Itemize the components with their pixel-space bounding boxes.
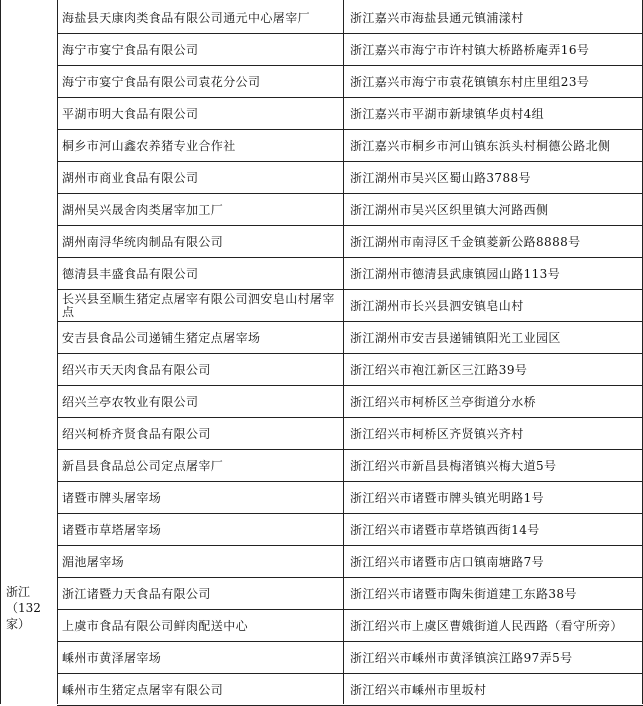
address-cell: 浙江绍兴市新昌县梅渚镇兴梅大道5号: [350, 458, 557, 473]
table-row: [57, 194, 643, 226]
address-cell: 浙江湖州市德清县武康镇园山路113号: [350, 266, 561, 281]
address-cell: 浙江湖州市吴兴区织里镇大河路西侧: [350, 202, 549, 217]
address-cell: 浙江嘉兴市海宁市许村镇大桥路桥庵弄16号: [350, 42, 590, 57]
company-name-cell: 浙江诸暨力天食品有限公司: [62, 586, 211, 601]
table-row: [57, 642, 643, 674]
table-row: [57, 66, 643, 98]
province-name: 浙江: [6, 585, 31, 599]
company-name-cell: 海宁市宴宁食品有限公司袁花分公司: [62, 74, 261, 89]
table-row: [57, 2, 643, 34]
table-row: [57, 226, 643, 258]
company-name-cell: 海盐县天康肉类食品有限公司通元中心屠宰厂: [62, 10, 311, 25]
table-row: [57, 674, 643, 706]
province-count-unit: 家）: [6, 617, 31, 631]
address-cell: 浙江湖州市南浔区千金镇菱新公路8888号: [350, 234, 581, 249]
company-name-cell: 绍兴兰亭农牧业有限公司: [62, 394, 199, 409]
address-cell: 浙江绍兴市诸暨市牌头镇光明路1号: [350, 490, 545, 505]
address-cell: 浙江绍兴市诸暨市陶朱街道建工东路38号: [350, 586, 577, 601]
province-cell: [0, 560, 57, 656]
table-row: [57, 98, 643, 130]
table-row: [57, 578, 643, 610]
company-name-cell: 绍兴市天天肉食品有限公司: [62, 362, 211, 377]
table-row: [57, 258, 643, 290]
company-name-cell: 安吉县食品公司递铺生猪定点屠宰场: [62, 330, 261, 345]
address-cell: 浙江绍兴市上虞区曹娥街道人民西路（看守所旁）: [350, 618, 623, 633]
company-name-cell: 德清县丰盛食品有限公司: [62, 266, 199, 281]
company-name-cell: 诸暨市草塔屠宰场: [62, 522, 162, 537]
table-row: [57, 546, 643, 578]
company-name-cell: 桐乡市河山鑫农养猪专业合作社: [62, 138, 236, 153]
table-row: [57, 386, 643, 418]
address-cell: 浙江嘉兴市平湖市新埭镇华贞村4组: [350, 106, 545, 121]
company-name-cell: 新昌县食品总公司定点屠宰厂: [62, 458, 224, 473]
address-cell: 浙江绍兴市嵊州市里坂村: [350, 682, 487, 697]
company-name-cell: 湖州市商业食品有限公司: [62, 170, 199, 185]
table-row: [57, 354, 643, 386]
table-row: [57, 610, 643, 642]
table-row: [57, 514, 643, 546]
table-row: [57, 418, 643, 450]
address-cell: 浙江绍兴市柯桥区齐贤镇兴齐村: [350, 426, 524, 441]
company-name-cell: 诸暨市牌头屠宰场: [62, 490, 162, 505]
company-name-cell: 海宁市宴宁食品有限公司: [62, 42, 199, 57]
address-cell: 浙江绍兴市袍江新区三江路39号: [350, 362, 528, 377]
address-cell: 浙江湖州市吴兴区蜀山路3788号: [350, 170, 531, 185]
company-name-cell: 嵊州市生猪定点屠宰有限公司: [62, 682, 224, 697]
table-row: [57, 130, 643, 162]
table-row: [57, 450, 643, 482]
company-name-cell: 平湖市明大食品有限公司: [62, 106, 199, 121]
table-row: [57, 290, 643, 322]
province-count: （132: [6, 601, 41, 615]
company-name-cell: 湖州南浔华统肉制品有限公司: [62, 234, 224, 249]
company-name-cell: 上虞市食品有限公司鲜肉配送中心: [62, 618, 249, 633]
table-row: [57, 34, 643, 66]
address-cell: 浙江湖州市长兴县泗安镇皂山村: [350, 298, 524, 313]
company-name-cell: 嵊州市黄泽屠宰场: [62, 650, 162, 665]
company-name-cell: 长兴县至顺生猪定点屠宰有限公司泗安皂山村屠宰点: [62, 292, 335, 319]
table-row: [57, 162, 643, 194]
company-name-cell: 绍兴柯桥齐贤食品有限公司: [62, 426, 211, 441]
address-cell: 浙江绍兴市嵊州市黄泽镇滨江路97弄5号: [350, 650, 573, 665]
address-cell: 浙江绍兴市诸暨市店口镇南塘路7号: [350, 554, 545, 569]
company-name-cell: 湖州吴兴晟舍肉类屠宰加工厂: [62, 202, 224, 217]
table-row: [57, 322, 643, 354]
table-row: [57, 482, 643, 514]
company-name-cell: 湄池屠宰场: [62, 554, 125, 569]
address-cell: 浙江嘉兴市桐乡市河山镇东浜头村桐德公路北侧: [350, 138, 611, 153]
address-cell: 浙江湖州市安吉县递铺镇阳光工业园区: [350, 330, 561, 345]
address-cell: 浙江嘉兴市海宁市袁花镇镇东村庄里组23号: [350, 74, 590, 89]
address-cell: 浙江嘉兴市海盐县通元镇浦漾村: [350, 10, 524, 25]
address-cell: 浙江绍兴市诸暨市草塔镇西街14号: [350, 522, 540, 537]
address-cell: 浙江绍兴市柯桥区兰亭街道分水桥: [350, 394, 537, 409]
